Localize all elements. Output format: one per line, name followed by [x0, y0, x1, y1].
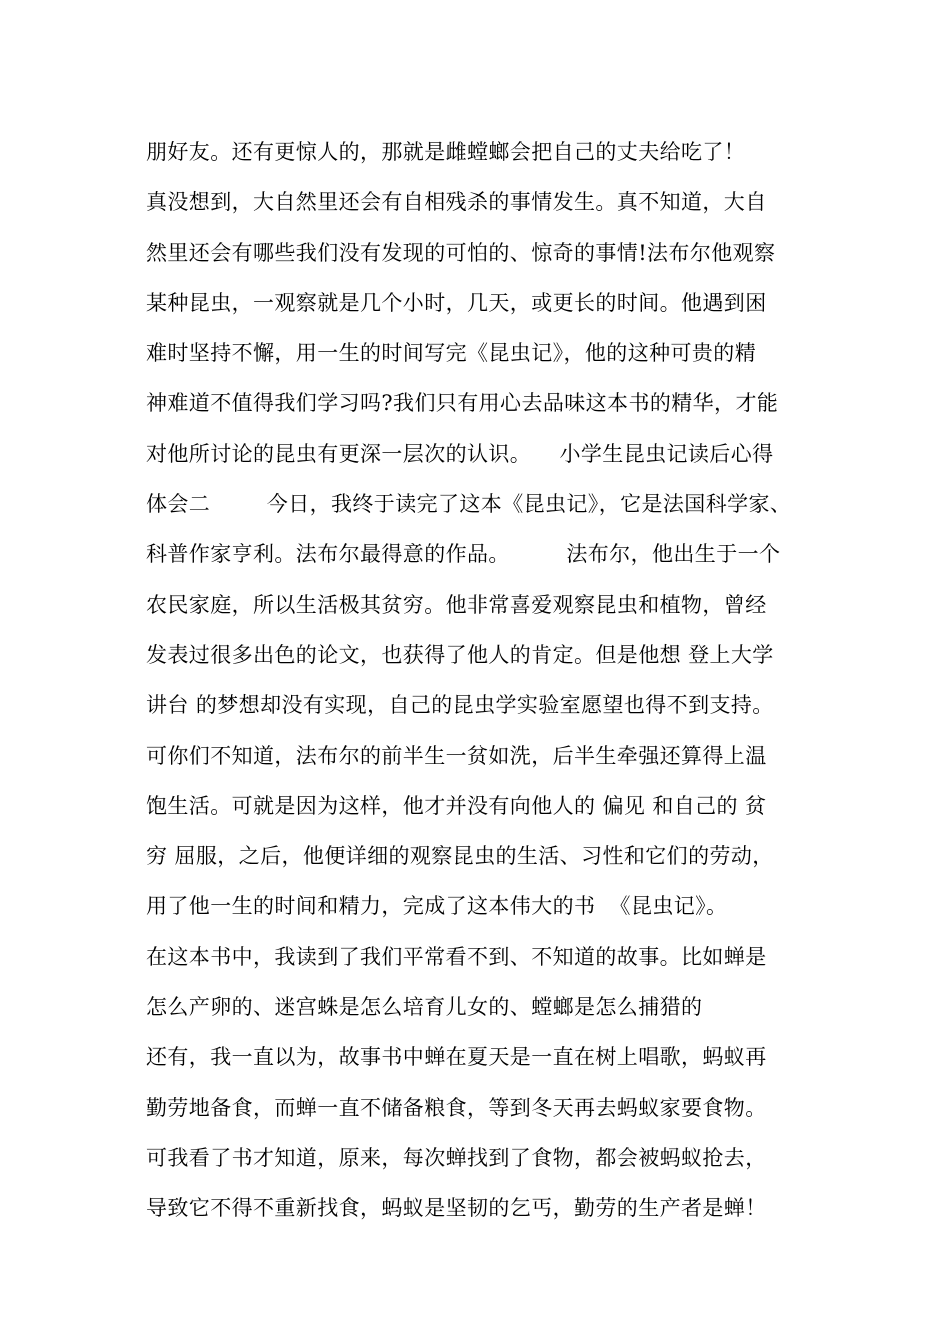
text-line: 对他所讨论的昆虫有更深一层次的认识。 小学生昆虫记读后心得	[146, 441, 774, 466]
text-line: 讲台 的梦想却没有实现，自己的昆虫学实验室愿望也得不到支持。	[146, 693, 774, 718]
text-line: 怎么产卵的、迷宫蛛是怎么培育儿女的、螳螂是怎么捕猎的	[146, 995, 703, 1020]
text-line: 科普作家亨利。法布尔最得意的作品。 法布尔，他出生于一个	[146, 542, 781, 567]
text-line: 在这本书中，我读到了我们平常看不到、不知道的故事。比如蝉是	[146, 944, 767, 969]
text-line: 穷 屈服，之后，他便详细的观察昆虫的生活、习性和它们的劳动，	[146, 844, 774, 869]
text-line: 农民家庭，所以生活极其贫穷。他非常喜爱观察昆虫和植物，曾经	[146, 592, 767, 617]
text-line: 可我看了书才知道，原来，每次蝉找到了食物，都会被蚂蚁抢去，	[146, 1145, 767, 1170]
text-line: 还有，我一直以为，故事书中蝉在夏天是一直在树上唱歌，蚂蚁再	[146, 1045, 767, 1070]
text-line: 可你们不知道，法布尔的前半生一贫如洗，后半生牵强还算得上温	[146, 743, 767, 768]
text-line: 某种昆虫，一观察就是几个小时，几天，或更长的时间。他遇到困	[146, 290, 767, 315]
text-line: 导致它不得不重新找食，蚂蚁是坚韧的乞丐，勤劳的生产者是蝉！	[146, 1196, 767, 1221]
body-text	[146, 133, 846, 1240]
text-line: 体会二 今日，我终于读完了这本《昆虫记》，它是法国科学家、	[146, 492, 792, 517]
text-line: 朋好友。还有更惊人的，那就是雌螳螂会把自己的丈夫给吃了！	[146, 140, 746, 164]
text-line: 真没想到，大自然里还会有自相残杀的事情发生。真不知道，大自	[146, 190, 767, 215]
text-line: 用了他一生的时间和精力，完成了这本伟大的书 《昆虫记》。	[146, 894, 728, 919]
text-line: 神难道不值得我们学习吗?我们只有用心去品味这本书的精华，才能	[146, 391, 779, 416]
text-line: 然里还会有哪些我们没有发现的可怕的、惊奇的事情!法布尔他观察	[146, 240, 776, 265]
text-line: 发表过很多出色的论文，也获得了他人的肯定。但是他想 登上大学	[146, 642, 774, 667]
text-line: 勤劳地备食，而蝉一直不储备粮食，等到冬天再去蚂蚁家要食物。	[146, 1095, 767, 1120]
text-line: 难时坚持不懈，用一生的时间写完《昆虫记》，他的这种可贵的精	[146, 341, 757, 366]
text-line: 饱生活。可就是因为这样，他才并没有向他人的 偏见 和自己的 贫	[146, 793, 767, 818]
